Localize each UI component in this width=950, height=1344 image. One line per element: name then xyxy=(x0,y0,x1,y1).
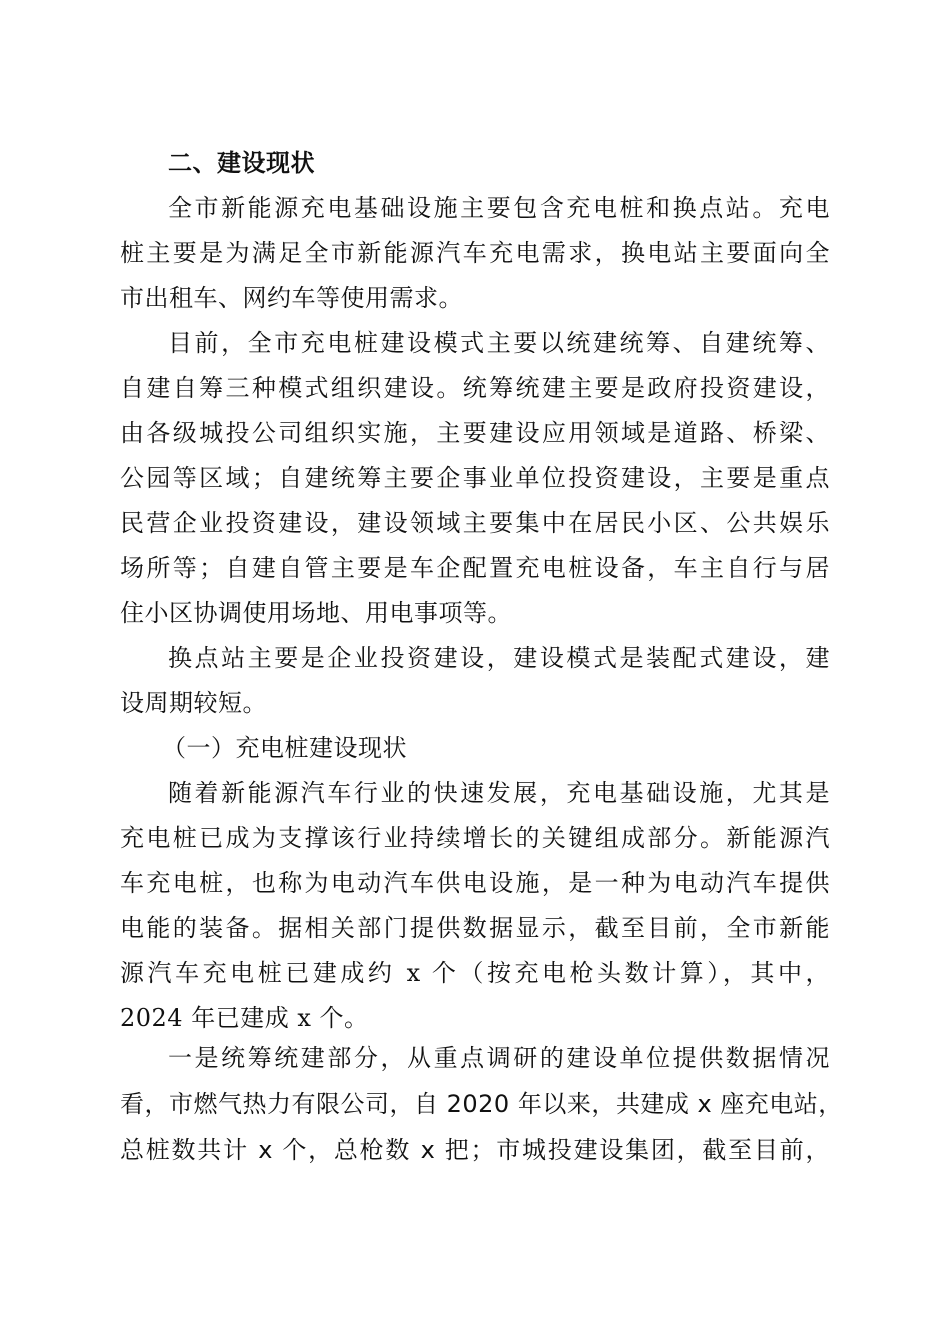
paragraph-line: 总桩数共计 x 个，总枪数 x 把；市城投建设集团，截至目前， xyxy=(120,1136,830,1164)
paragraph-line: 自建自筹三种模式组织建设。统筹统建主要是政府投资建设， xyxy=(120,374,830,402)
paragraph-line: 场所等；自建自管主要是车企配置充电桩设备，车主自行与居 xyxy=(120,554,830,582)
paragraph-line: 目前，全市充电桩建设模式主要以统建统筹、自建统筹、 xyxy=(168,329,830,357)
paragraph-line: 源汽车充电桩已建成约 x 个（按充电枪头数计算），其中， xyxy=(120,959,830,987)
paragraph-line: 换点站主要是企业投资建设，建设模式是装配式建设，建 xyxy=(168,644,830,672)
paragraph-line: 由各级城投公司组织实施，主要建设应用领域是道路、桥梁、 xyxy=(120,419,830,447)
paragraph-line: 电能的装备。据相关部门提供数据显示，截至目前，全市新能 xyxy=(120,914,830,942)
paragraph-line: 随着新能源汽车行业的快速发展，充电基础设施，尤其是 xyxy=(168,779,830,807)
section-heading: 二、建设现状 xyxy=(168,149,315,177)
paragraph-line: 全市新能源充电基础设施主要包含充电桩和换点站。充电 xyxy=(168,194,830,222)
paragraph-line: 充电桩已成为支撑该行业持续增长的关键组成部分。新能源汽 xyxy=(120,824,830,852)
paragraph-line: 设周期较短。 xyxy=(120,689,267,717)
paragraph-line: 车充电桩，也称为电动汽车供电设施，是一种为电动汽车提供 xyxy=(120,869,830,897)
subsection-heading: （一）充电桩建设现状 xyxy=(162,734,407,762)
paragraph-line: 民营企业投资建设，建设领域主要集中在居民小区、公共娱乐 xyxy=(120,509,830,537)
paragraph-line: 2024 年已建成 x 个。 xyxy=(120,1004,369,1032)
paragraph-line: 市出租车、网约车等使用需求。 xyxy=(120,284,463,312)
paragraph-line: 桩主要是为满足全市新能源汽车充电需求，换电站主要面向全 xyxy=(120,239,830,267)
paragraph-line: 公园等区域；自建统筹主要企事业单位投资建设，主要是重点 xyxy=(120,464,830,492)
paragraph-line: 一是统筹统建部分，从重点调研的建设单位提供数据情况 xyxy=(168,1044,830,1072)
paragraph-line: 看，市燃气热力有限公司，自 2020 年以来，共建成 x 座充电站， xyxy=(120,1090,843,1118)
paragraph-line: 住小区协调使用场地、用电事项等。 xyxy=(120,599,512,627)
